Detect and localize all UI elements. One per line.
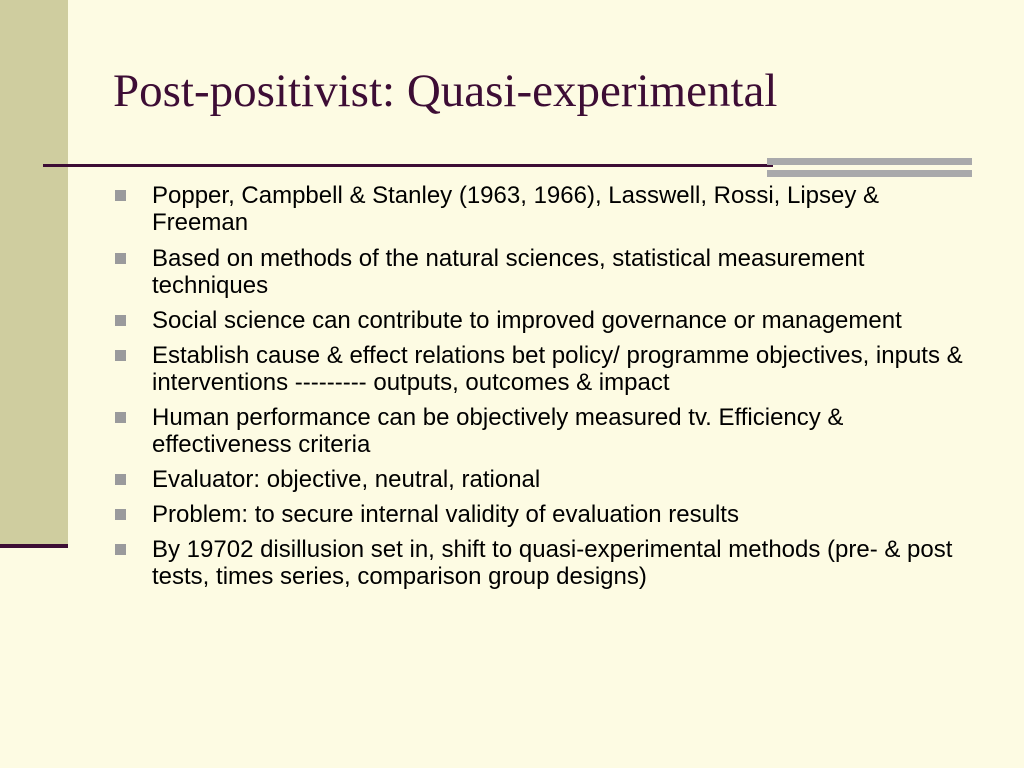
- bullet-text: Human performance can be objectively measured tv. Efficiency & effectiveness criteria: [152, 404, 844, 458]
- decorative-left-bar: [0, 0, 68, 545]
- bullet-text: Establish cause & effect relations bet policy/ programme objectives, inputs & interventions --------- outputs, outcomes & impact: [152, 342, 963, 396]
- bullet-item: [113, 182, 973, 236]
- bullet-item: [113, 404, 973, 458]
- decorative-accent-bar-bottom: [767, 170, 972, 177]
- title-divider: [43, 164, 773, 167]
- bullet-text: By 19702 disillusion set in, shift to quasi-experimental methods (pre- & post tests, times series, comparison group designs): [152, 536, 953, 590]
- bullet-text: Evaluator: objective, neutral, rational: [152, 466, 541, 493]
- square-bullet-icon: [115, 544, 126, 555]
- bullet-list: [113, 182, 973, 598]
- slide-title: Post-positivist: Quasi-experimental: [113, 65, 778, 117]
- square-bullet-icon: [115, 253, 126, 264]
- square-bullet-icon: [115, 350, 126, 361]
- square-bullet-icon: [115, 412, 126, 423]
- square-bullet-icon: [115, 509, 126, 520]
- bullet-text: Based on methods of the natural sciences, statistical measurement techniques: [152, 245, 865, 299]
- bullet-text: Social science can contribute to improved governance or management: [152, 307, 902, 334]
- square-bullet-icon: [115, 474, 126, 485]
- bullet-item: [113, 466, 973, 493]
- bullet-item: [113, 501, 973, 528]
- bullet-text: Popper, Campbell & Stanley (1963, 1966), Lasswell, Rossi, Lipsey & Freeman: [152, 182, 880, 236]
- decorative-left-bar-underline: [0, 544, 68, 548]
- bullet-item: [113, 307, 973, 334]
- decorative-accent-bar-top: [767, 158, 972, 165]
- bullet-item: [113, 342, 973, 396]
- bullet-item: [113, 536, 973, 590]
- bullet-item: [113, 245, 973, 299]
- square-bullet-icon: [115, 315, 126, 326]
- bullet-text: Problem: to secure internal validity of evaluation results: [152, 501, 739, 528]
- square-bullet-icon: [115, 190, 126, 201]
